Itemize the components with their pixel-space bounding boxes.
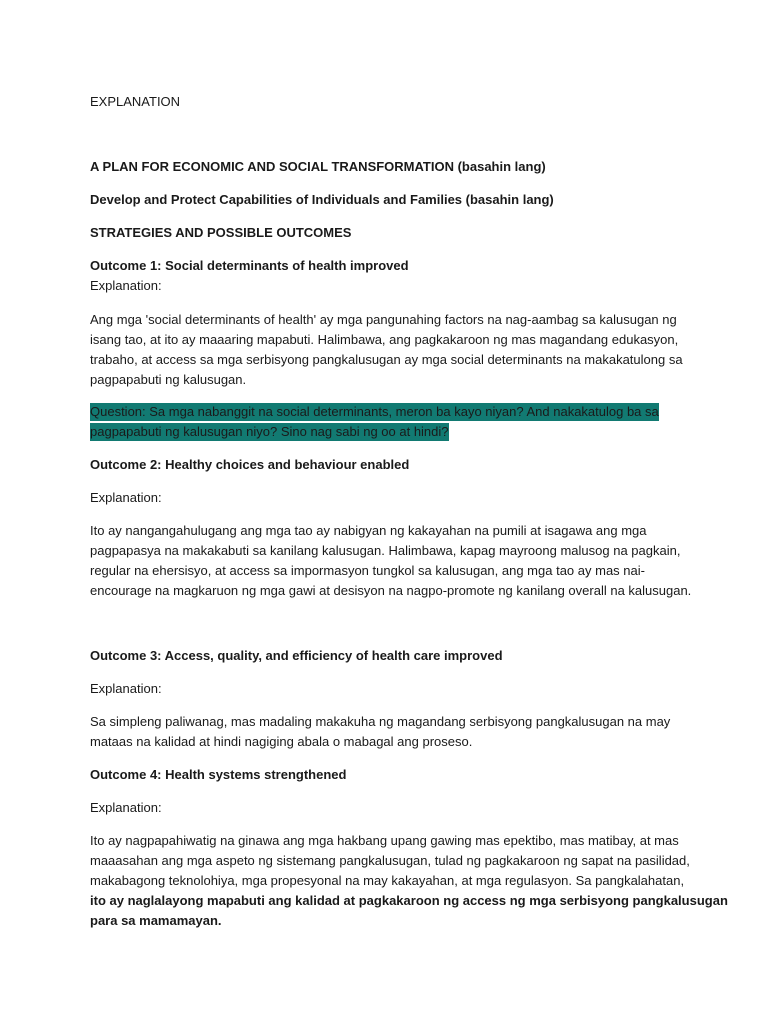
strategies-heading: STRATEGIES AND POSSIBLE OUTCOMES xyxy=(90,225,352,240)
outcome-2-text-line: Ito ay nangangahulugang ang mga tao ay nabigyan ng kakayahan na pumili at isagawa ang mga xyxy=(90,523,647,538)
outcome-1-heading: Outcome 1: Social determinants of health improved xyxy=(90,258,409,273)
outcome-4-explanation-label: Explanation: xyxy=(90,800,162,815)
plan-subtitle: Develop and Protect Capabilities of Individuals and Families (basahin lang) xyxy=(90,192,554,207)
highlighted-question-line xyxy=(90,423,449,441)
outcome-4-text-line: maaasahan ang mga aspeto ng sistemang pangkalusugan, tulad ng pagkakaroon ng sapat na pasilidad, xyxy=(90,853,690,868)
outcome-2-explanation-label: Explanation: xyxy=(90,490,162,505)
outcome-2-text-line: regular na ehersisyo, at access sa impormasyon tungkol sa kalusugan, ang mga tao ay mas nai- xyxy=(90,563,645,578)
document-header: EXPLANATION xyxy=(90,94,181,109)
outcome-3-text-line: Sa simpleng paliwanag, mas madaling makakuha ng magandang serbisyong pangkalusugan na may xyxy=(90,714,671,729)
highlighted-question-line xyxy=(90,403,659,421)
outcome-1-explanation-label: Explanation: xyxy=(90,278,162,293)
outcome-4-text-line: makabagong teknolohiya, mga propesyonal na may kakayahan, at mga regulasyon. Sa pangkalahatan, xyxy=(90,873,685,888)
outcome-1-text-line: trabaho, at access sa mga serbisyong pangkalusugan ay mga social determinants na makakatulong sa xyxy=(90,352,683,367)
outcome-2-text-line: pagpapasya na makakabuti sa kanilang kalusugan. Halimbawa, kapag mayroong malusog na pagkain, xyxy=(90,543,681,558)
outcome-4-bold-line: para sa mamamayan. xyxy=(90,913,222,928)
outcome-2-heading: Outcome 2: Healthy choices and behaviour enabled xyxy=(90,457,410,472)
plan-title: A PLAN FOR ECONOMIC AND SOCIAL TRANSFORMATION (basahin lang) xyxy=(90,159,546,174)
outcome-3-explanation-label: Explanation: xyxy=(90,681,162,696)
outcome-1-text-line: Ang mga 'social determinants of health' ay mga pangunahing factors na nag-aambag sa kalusugan ng xyxy=(90,312,677,327)
question-highlight: pagpapabuti ng kalusugan niyo? Sino nag sabi ng oo at hindi? xyxy=(90,424,449,439)
outcome-4-bold-line: ito ay naglalayong mapabuti ang kalidad at pagkakaroon ng access ng mga serbisyong pangkalusugan xyxy=(90,893,728,908)
outcome-2-text-line: encourage na magkaruon ng mga gawi at desisyon na nagpo-promote ng kanilang overall na kalusugan. xyxy=(90,583,692,598)
outcome-3-text-line: mataas na kalidad at hindi nagiging abala o mabagal ang proseso. xyxy=(90,734,473,749)
outcome-4-text-line: Ito ay nagpapahiwatig na ginawa ang mga hakbang upang gawing mas epektibo, mas matibay, at mas xyxy=(90,833,679,848)
question-highlight: Question: Sa mga nabanggit na social determinants, meron ba kayo niyan? And nakakatulog ba sa xyxy=(90,404,659,419)
outcome-3-heading: Outcome 3: Access, quality, and efficiency of health care improved xyxy=(90,648,503,663)
outcome-1-text-line: pagpapabuti ng kalusugan. xyxy=(90,372,247,387)
outcome-4-heading: Outcome 4: Health systems strengthened xyxy=(90,767,347,782)
outcome-1-text-line: isang tao, at ito ay maaaring mapabuti. Halimbawa, ang pagkakaroon ng mas magandang edukasyon, xyxy=(90,332,679,347)
